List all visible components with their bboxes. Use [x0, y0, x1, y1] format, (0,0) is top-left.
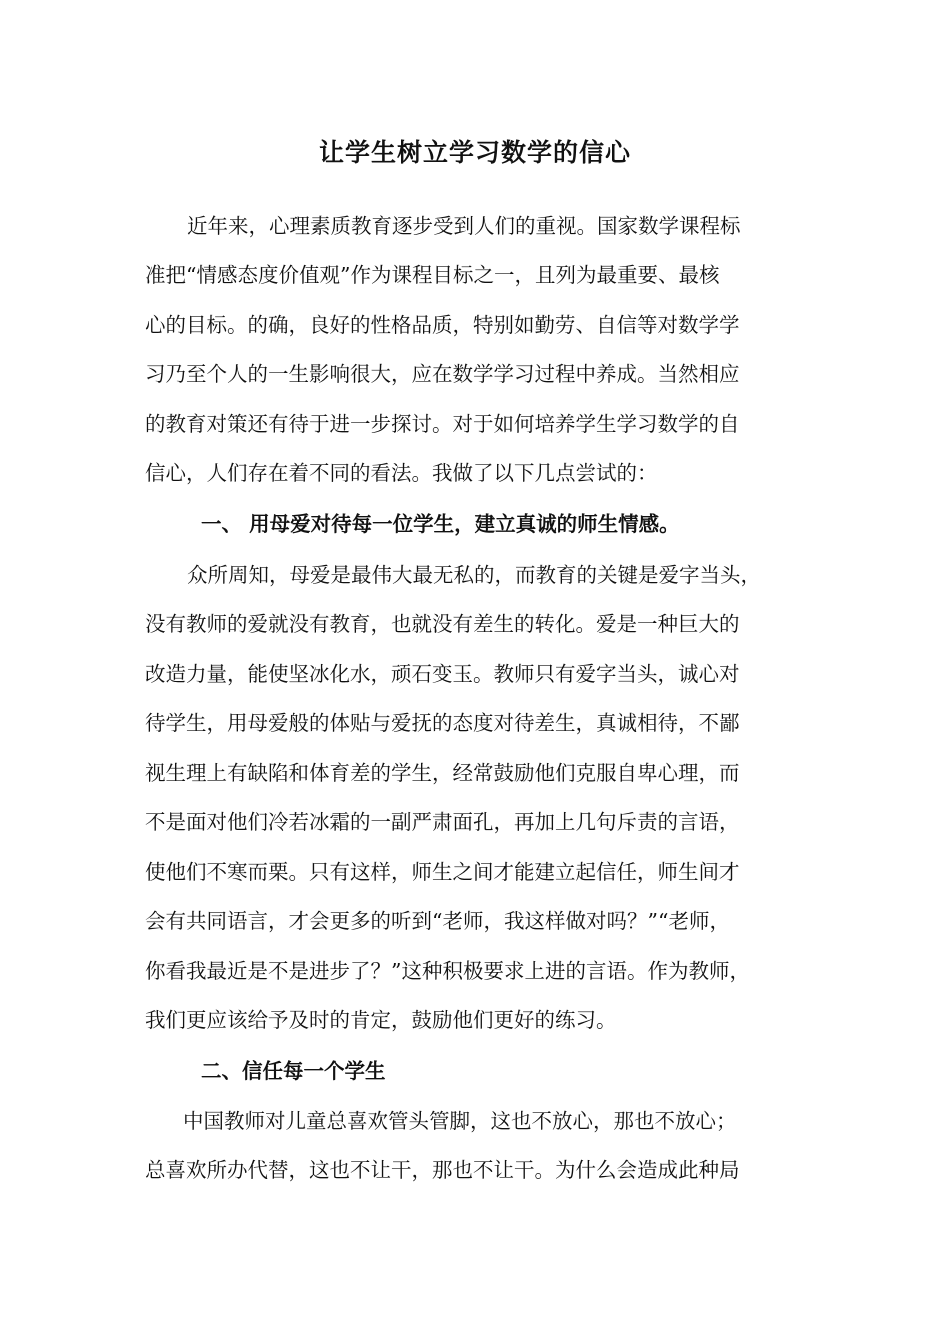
section-1-line-10: 我们更应该给予及时的肯定，鼓励他们更好的练习。	[145, 1008, 617, 1032]
section-1-line-8: 会有共同语言，才会更多的听到“老师，我这样做对吗？”“老师，	[145, 909, 730, 933]
section-1-line-5: 视生理上有缺陷和体育差的学生，经常鼓励他们克服自卑心理，而	[145, 761, 740, 785]
section-1-heading: 一、 用母爱对待每一位学生，建立真诚的师生情感。	[201, 512, 680, 536]
section-1-line-4: 待学生，用母爱般的体贴与爱抚的态度对待差生，真诚相待，不鄙	[145, 711, 740, 735]
section-1-line-7: 使他们不寒而栗。只有这样，师生之间才能建立起信任，师生间才	[145, 860, 740, 884]
section-1-line-3: 改造力量，能使坚冰化水，顽石变玉。教师只有爱字当头，诚心对	[145, 662, 740, 686]
section-1-line-6: 不是面对他们冷若冰霜的一副严肃面孔，再加上几句斥责的言语，	[145, 810, 740, 834]
section-2-line-1: 中国教师对儿童总喜欢管头管脚，这也不放心，那也不放心；	[183, 1109, 737, 1133]
intro-line-5: 的教育对策还有待于进一步探讨。对于如何培养学生学习数学的自	[145, 412, 740, 436]
intro-line-6: 信心，人们存在着不同的看法。我做了以下几点尝试的：	[145, 461, 658, 485]
section-1-line-9: 你看我最近是不是进步了？”这种积极要求上进的言语。作为教师，	[145, 959, 750, 983]
document-title: 让学生树立学习数学的信心	[318, 138, 631, 167]
section-2-heading: 二、信任每一个学生	[201, 1059, 386, 1083]
intro-line-1: 近年来，心理素质教育逐步受到人们的重视。国家数学课程标	[187, 214, 741, 238]
intro-line-4: 习乃至个人的一生影响很大，应在数学学习过程中养成。当然相应	[145, 362, 740, 386]
section-1-line-1: 众所周知，母爱是最伟大最无私的，而教育的关键是爱字当头，	[187, 563, 761, 587]
section-2-line-2: 总喜欢所办代替，这也不让干，那也不让干。为什么会造成此种局	[145, 1158, 740, 1182]
intro-line-2: 准把“情感态度价值观”作为课程目标之一，且列为最重要、最核	[145, 263, 720, 287]
intro-line-3: 心的目标。的确，良好的性格品质，特别如勤劳、自信等对数学学	[145, 313, 740, 337]
section-1-line-2: 没有教师的爱就没有教育，也就没有差生的转化。爱是一种巨大的	[145, 612, 740, 636]
